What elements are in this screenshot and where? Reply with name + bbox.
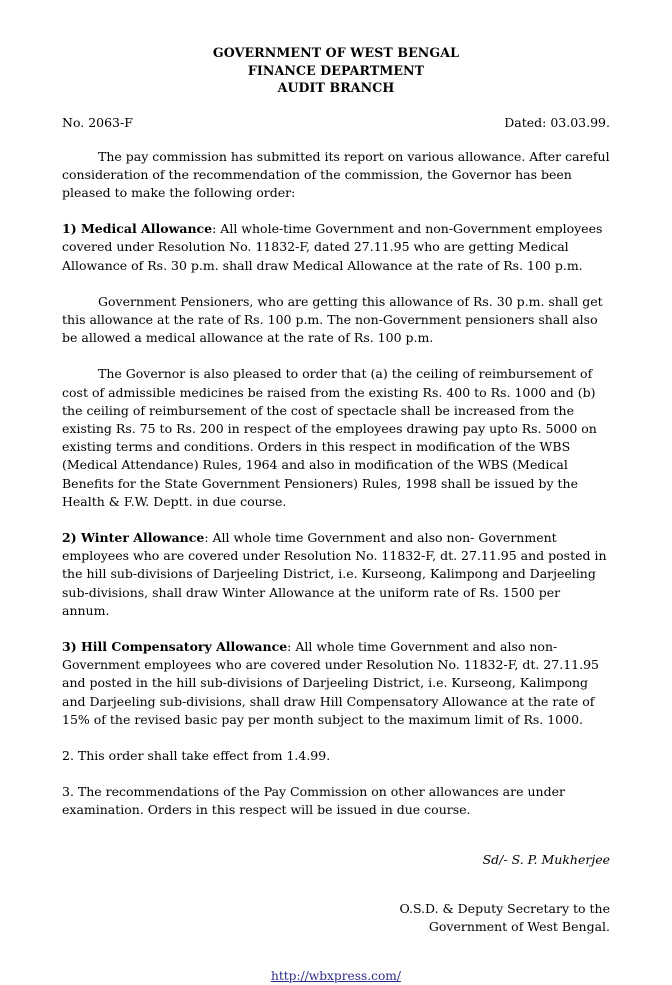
medical-allowance-paragraph [62,220,610,275]
spacer [62,765,610,783]
signature-designation [62,900,610,936]
hill-compensatory-allowance-label: 3) Hill Compensatory Allowance [62,638,288,654]
spacer [62,729,610,747]
spacer [62,202,610,220]
spacer [62,869,610,887]
memo-number: No. 2063-F [62,114,133,130]
spacer [62,275,610,293]
pensioners-paragraph: Government Pensioners, who are getting this allowance of Rs. 30 p.m. shall get this allowance at the rate of Rs. 100 p.m. The non-Government pensioners shall also be allowed a medical allowance at the rate of Rs. 100 p.m. [62,293,603,346]
clause-three: 3. The recommendations of the Pay Commission on other allowances are under examination. Orders in this respect will be issued in due course. [62,784,565,818]
spacer [62,347,610,365]
winter-allowance-text: : All whole time Government and also non- Government employees who are covered under Resolution No. 11832-F, dt. 27.11.95 and posted in the hill sub-divisions of Darjeeling District, i.e. Kurseong, Kalimpong and Darjeeling sub-divisions, shall draw Winter Allowance at the uniform rate of Rs. 1500 per annum. [62,529,607,618]
governor-order-paragraph: The Governor is also pleased to order that (a) the ceiling of reimbursement of cost of admissible medicines be raised from the existing Rs. 400 to Rs. 1000 and (b) the ceiling of reimbursement of the cost of spectacle shall be increased from the existing Rs. 75 to Rs. 200 in respect of the employees drawing pay upto Rs. 5000 on existing terms and conditions. Orders in this respect in modification of the WBS (Medical Attendance) Rules, 1964 and also in modification of the WBS (Medical Benefits for the State Government Pensioners) Rules, 1998 shall be issued by the Health & F.W. Deptt. in due course. [62,366,597,509]
spacer [62,954,610,967]
medical-allowance-text: : All whole-time Government and non-Government employees covered under Resolution No. 11832-F, dated 27.11.95 who are getting Medical Allowance of Rs. 30 p.m. shall draw Medical Allowance at the rate of Rs. 100 p.m. [62,221,603,273]
winter-allowance-label: 2) Winter Allowance [62,529,205,545]
hill-compensatory-allowance-text: : All whole time Government and also non-Government employees who are covered under Resolution No. 11832-F, dt. 27.11.95 and posted in the hill sub-divisions of Darjeeling District, i.e. Kurseong, Kalimpong and Darjeeling sub-divisions, shall draw Hill Compensatory Allowance at the rate of 15% of the revised basic pay per month subject to the maximum limit of Rs. 1000. [62,638,599,727]
memo-date: Dated: 03.03.99. [504,114,610,130]
spacer [62,887,610,900]
reference-line [62,114,610,132]
footer [62,967,610,985]
designation-line-two: Government of West Bengal. [428,918,610,934]
spacer [62,620,610,638]
intro-paragraph: The pay commission has submitted its report on various allowance. After careful consideration of the recommendation of the commission, the Governor has been pleased to make the following order: [62,148,610,200]
signature-name: Sd/- S. P. Mukherjee [482,851,610,867]
spacer [62,820,610,838]
header-department-line: FINANCE DEPARTMENT [247,62,425,78]
spacer [62,936,610,954]
header-government-line: GOVERNMENT OF WEST BENGAL [212,45,460,60]
document-header [62,44,610,97]
clause-two: 2. This order shall take effect from 1.4.99. [62,747,331,763]
spacer [62,838,610,851]
header-branch-line: AUDIT BRANCH [277,80,395,95]
designation-line-one: O.S.D. & Deputy Secretary to the [399,900,610,916]
spacer [62,511,610,529]
medical-allowance-label: 1) Medical Allowance [62,221,213,237]
winter-allowance-paragraph [62,529,610,620]
hill-compensatory-allowance-paragraph [62,638,610,729]
source-link[interactable]: http://wbxpress.com/ [271,969,401,983]
spacer [62,132,610,148]
